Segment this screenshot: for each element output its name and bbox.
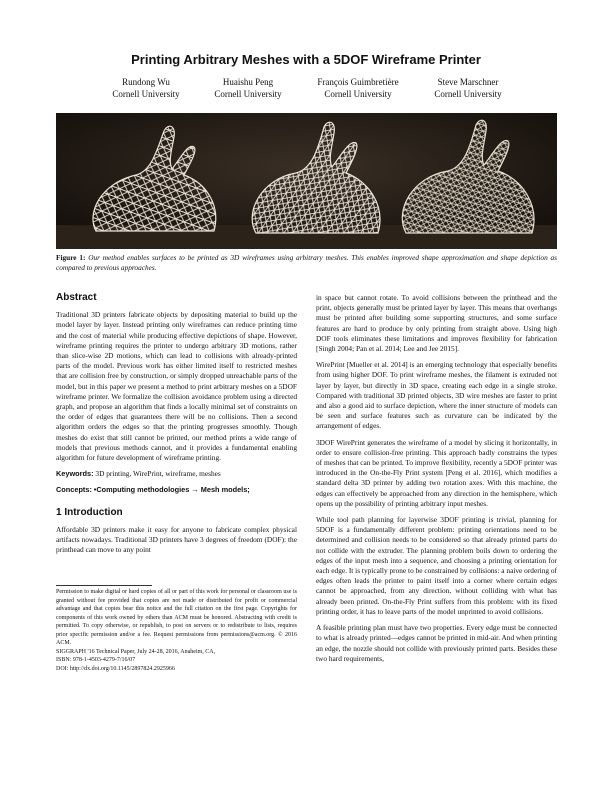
paragraph: 3DOF WirePrint generates the wireframe of a model by slicing it horizontally, in order to ensure collision-free printing. This approach badly constrains the types of meshes that can be printed. To improve flexibility, recently a 5DOF printer was introduced in the On-the-Fly Print system [Peng et al. 2016], which modifies a standard delta 3D printer by adding two rotation axes. With this machine, the edges can effectively be approached from any direction in the hemisphere, which opens up the possibility of printing arbitrary input meshes. (316, 437, 557, 508)
author-4 (403, 76, 533, 100)
figure-caption (56, 253, 557, 273)
author-affiliation: Cornell University (434, 89, 502, 99)
paragraph: WirePrint [Mueller et al. 2014] is an emerging technology that especially benefits from using higher DOF. To print wireframe meshes, the filament is extruded not layer by layer, but directly in 3D space, creating each edge in a single stroke. Compared with traditional 3D printed objects, 3D wire meshes are faster to print and also a good aid to surface depiction, where the inner structure of models can be seen and surface features such as curvature can be indicated by the arrangement of edges. (316, 360, 557, 431)
concepts (56, 485, 297, 495)
author-name: Steve Marschner (437, 77, 499, 87)
author-affiliation: Cornell University (112, 89, 180, 99)
keywords (56, 469, 297, 479)
footnote (56, 588, 297, 673)
caption-label: Figure 1: (56, 253, 86, 262)
paragraph: in space but cannot rotate. To avoid collisions between the printhead and the print, objects generally must be printed layer by layer. This means that overhangs must be printed after building some supporting structures, and some surface features are hard to produce by only printing from straight above. Using high DOF tools eliminates these limitations and improves flexibility for fabrication [Singh 2004; Pan et al. 2014; Lee and Jee 2015]. (316, 293, 557, 354)
author-affiliation: Cornell University (214, 89, 282, 99)
abstract-heading: Abstract (56, 292, 97, 303)
caption-text: Our method enables surfaces to be printed as 3D wireframes using arbitrary meshes. This enables improved shape approximation and shape depiction as compared to previous approaches. (56, 253, 557, 272)
author-affiliation: Cornell University (324, 89, 392, 99)
author-name: Rundong Wu (122, 77, 170, 87)
paragraph: A feasible printing plan must have two properties. Every edge must be connected to what is already printed—edges cannot be printed in mid-air. And when printing an edge, the nozzle should not collide with previously printed parts. Besides these two hard requirements, (316, 623, 557, 663)
paper-title: Printing Arbitrary Meshes with a 5DOF Wireframe Printer (131, 52, 481, 67)
author-name: Huaishu Peng (222, 77, 274, 87)
footnote-isbn: ISBN: 978-1-4503-4279-7/16/07 (56, 657, 136, 663)
concepts-label: Concepts: (56, 485, 92, 495)
intro-heading: 1 Introduction (56, 506, 123, 518)
footnote-doi: DOI: http://dx.doi.org/10.1145/2897824.2925966 (56, 665, 175, 672)
keywords-label: Keywords: (56, 469, 94, 479)
footnote-venue: SIGGRAPH '16 Technical Paper, July 24-28, 2016, Anaheim, CA, (56, 648, 216, 655)
right-column (316, 293, 557, 670)
concepts-text: •Computing methodologies → Mesh models; (93, 485, 250, 495)
teaser-figure (56, 113, 557, 249)
wireframe-bunny-photo (56, 113, 557, 249)
abstract-text: Traditional 3D printers fabricate objects by depositing material to build up the model layer by layer. Instead printing only wireframes can reduce printing time and the cost of material while producing effective depictions of shape. However, wireframe printing requires the printer to undergo arbitrary 3D motions, rather than slice-wise 2D motions, which can lead to collisions with already-printed parts of the model. Previous work has either limited itself to restricted meshes that are collision free by construction, or simply dropped unreachable parts of the model, but in this paper we present a method to print arbitrary meshes on a 5DOF wireframe printer. We formalize the collision avoidance problem using a directed graph, and propose an algorithm that finds a locally minimal set of constraints on the order of edges that guarantees there will be no collisions. Then a second algorithm orders the edges so that the printing progresses smoothly. Though meshes do exist that still cannot be printed, our method prints a wide range of models that previous methods cannot, and it provides a fundamental enabling algorithm for future development of wireframe printing. (56, 310, 297, 463)
paragraph: While tool path planning for layerwise 3DOF printing is trivial, planning for 5DOF is a fundamentally different problem: printing orientations need to be determined and collision needs to be considered so that already printed parts do not collide with the extruder. The planning problem boils down to ordering the edges of the input mesh into a sequence, and choosing a printing orientation for each edge. It is typically prone to be constrained by collisions: a naive ordering of edges often leads the printer to paint itself into a corner where certain edges cannot be approached, from any direction, without colliding with what has already been printed. On-the-Fly Print suffers from this problem: with its fixed printing order, it has to leave parts of the model unprinted to avoid collisions. (316, 515, 557, 616)
intro-paragraph: Affordable 3D printers make it easy for anyone to fabricate complex physical artifacts nowadays. Traditional 3D printers have 3 degrees of freedom (DOF): the printhead can move to any point (56, 524, 297, 555)
keywords-text: 3D printing, WirePrint, wireframe, meshes (95, 469, 221, 479)
footnote-permission: Permission to make digital or hard copies of all or part of this work for personal or classroom use is granted without fee provided that copies are not made or distributed for profit or commercial advantage and that copies bear this notice and the full citation on the first page. Copyrights for components of this work owned by others than ACM must be honored. Abstracting with credit is permitted. To copy otherwise, or republish, to post on servers or to redistribute to lists, requires prior specific permission and/or a fee. Request permissions from permissions@acm.org. © 2016 ACM. (56, 589, 297, 646)
author-name: François Guimbretière (317, 77, 399, 87)
left-column (56, 293, 297, 561)
footnote-rule (56, 585, 152, 586)
